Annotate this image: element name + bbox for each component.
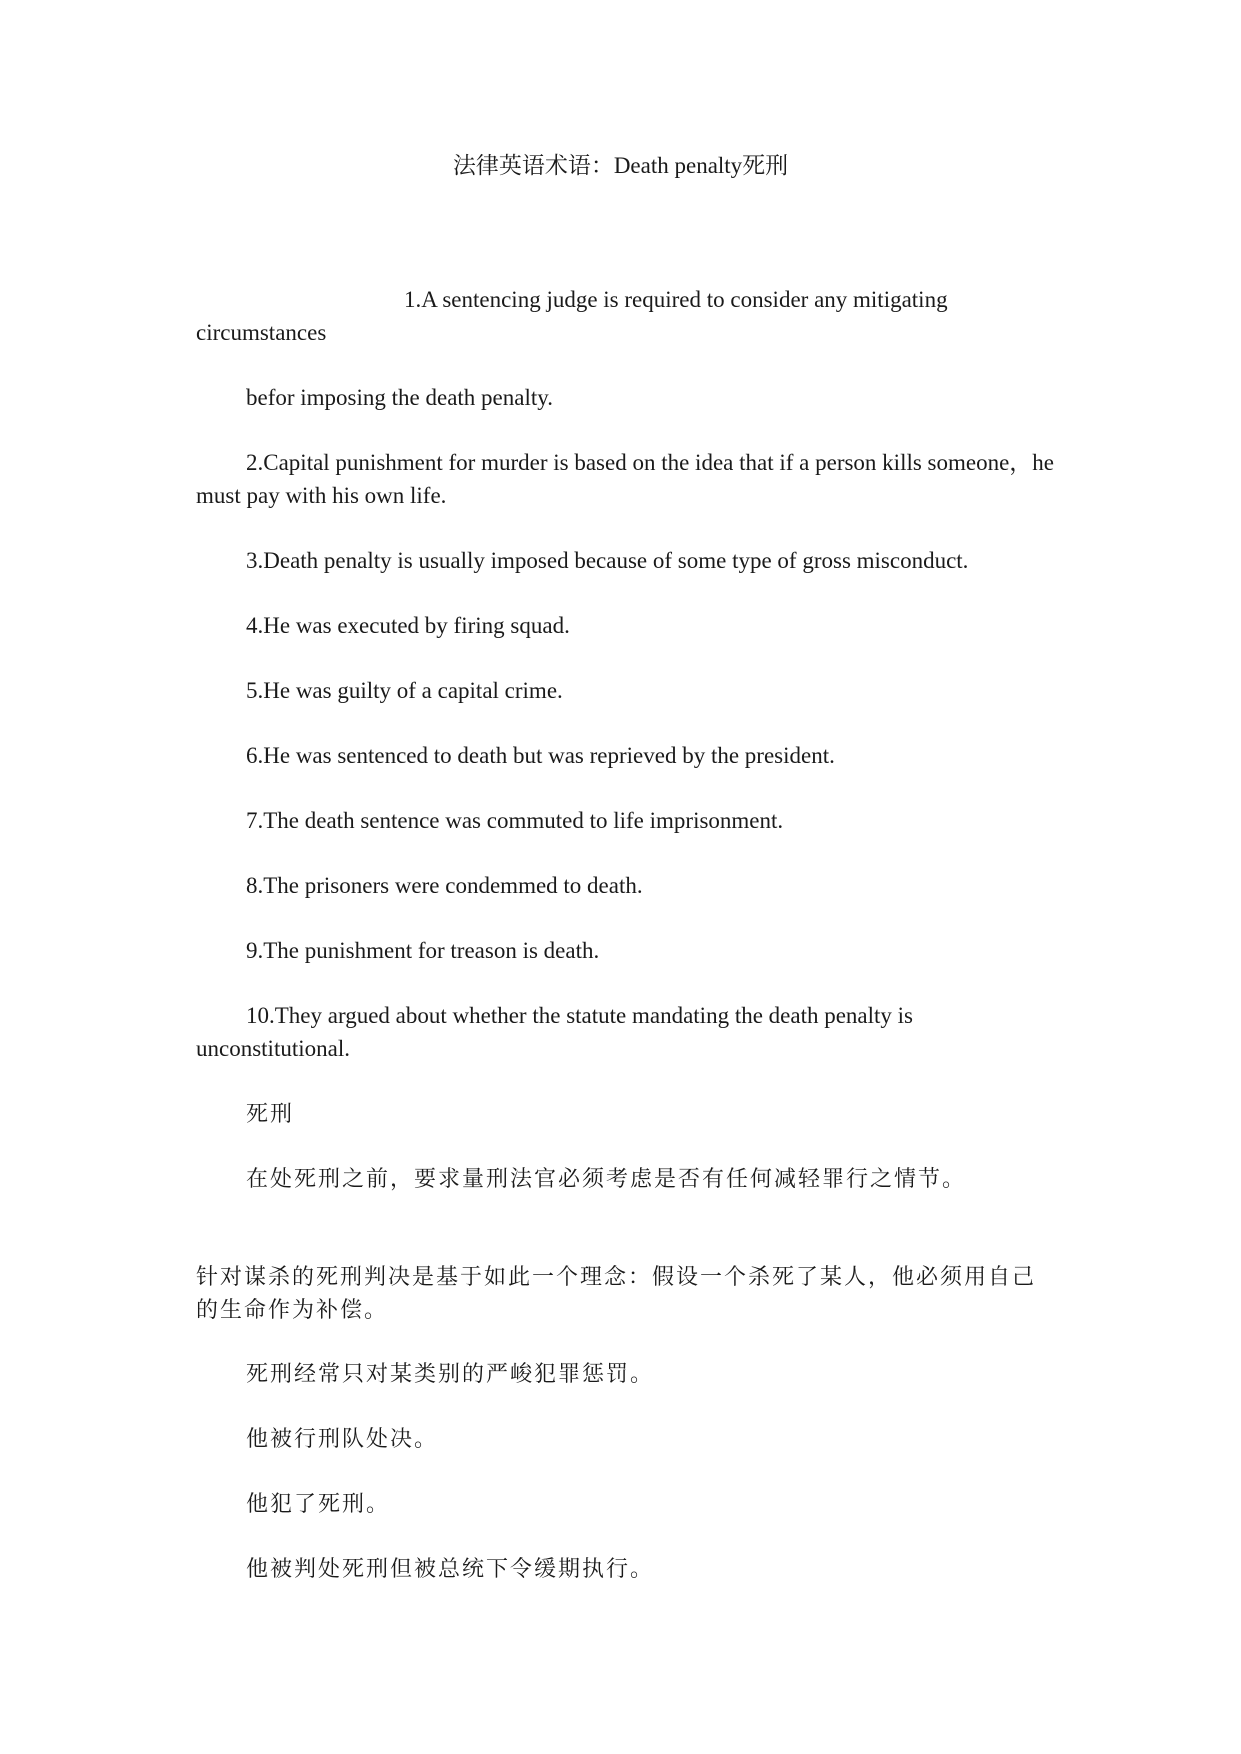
chinese-paragraph-5: 他犯了死刑。 xyxy=(246,1492,391,1517)
document-title: 法律英语术语：Death penalty死刑 xyxy=(452,153,789,178)
chinese-heading: 死刑 xyxy=(246,1102,295,1127)
chinese-paragraph-2: 针对谋杀的死刑判决是基于如此一个理念：假设一个杀死了某人，他必须用自己的生命作为补偿。 xyxy=(196,1265,1037,1323)
paragraph-1-line-1: 1.A sentencing judge is required to consider any mitigating xyxy=(404,287,948,312)
paragraph-7: 7.The death sentence was commuted to life imprisonment. xyxy=(246,808,784,833)
paragraph-8: 8.The prisoners were condemmed to death. xyxy=(246,873,643,898)
paragraph-10: 10.They argued about whether the statute mandating the death penalty is unconstitutional. xyxy=(196,1003,919,1061)
paragraph-1-continuation: befor imposing the death penalty. xyxy=(246,385,554,410)
paragraph-5: 5.He was guilty of a capital crime. xyxy=(246,678,563,703)
paragraph-2: 2.Capital punishment for murder is based on the idea that if a person kills someone，he must pay with his own life. xyxy=(196,450,1060,508)
chinese-paragraph-6: 他被判处死刑但被总统下令缓期执行。 xyxy=(246,1557,655,1582)
paragraph-9: 9.The punishment for treason is death. xyxy=(246,938,600,963)
paragraph-1-line-2: circumstances xyxy=(196,320,327,345)
paragraph-6: 6.He was sentenced to death but was reprieved by the president. xyxy=(246,743,835,768)
paragraph-4: 4.He was executed by firing squad. xyxy=(246,613,570,638)
chinese-paragraph-3: 死刑经常只对某类别的严峻犯罪惩罚。 xyxy=(246,1362,655,1387)
chinese-paragraph-1: 在处死刑之前，要求量刑法官必须考虑是否有任何减轻罪行之情节。 xyxy=(246,1167,967,1192)
paragraph-3: 3.Death penalty is usually imposed because of some type of gross misconduct. xyxy=(246,548,969,573)
chinese-paragraph-4: 他被行刑队处决。 xyxy=(246,1427,439,1452)
